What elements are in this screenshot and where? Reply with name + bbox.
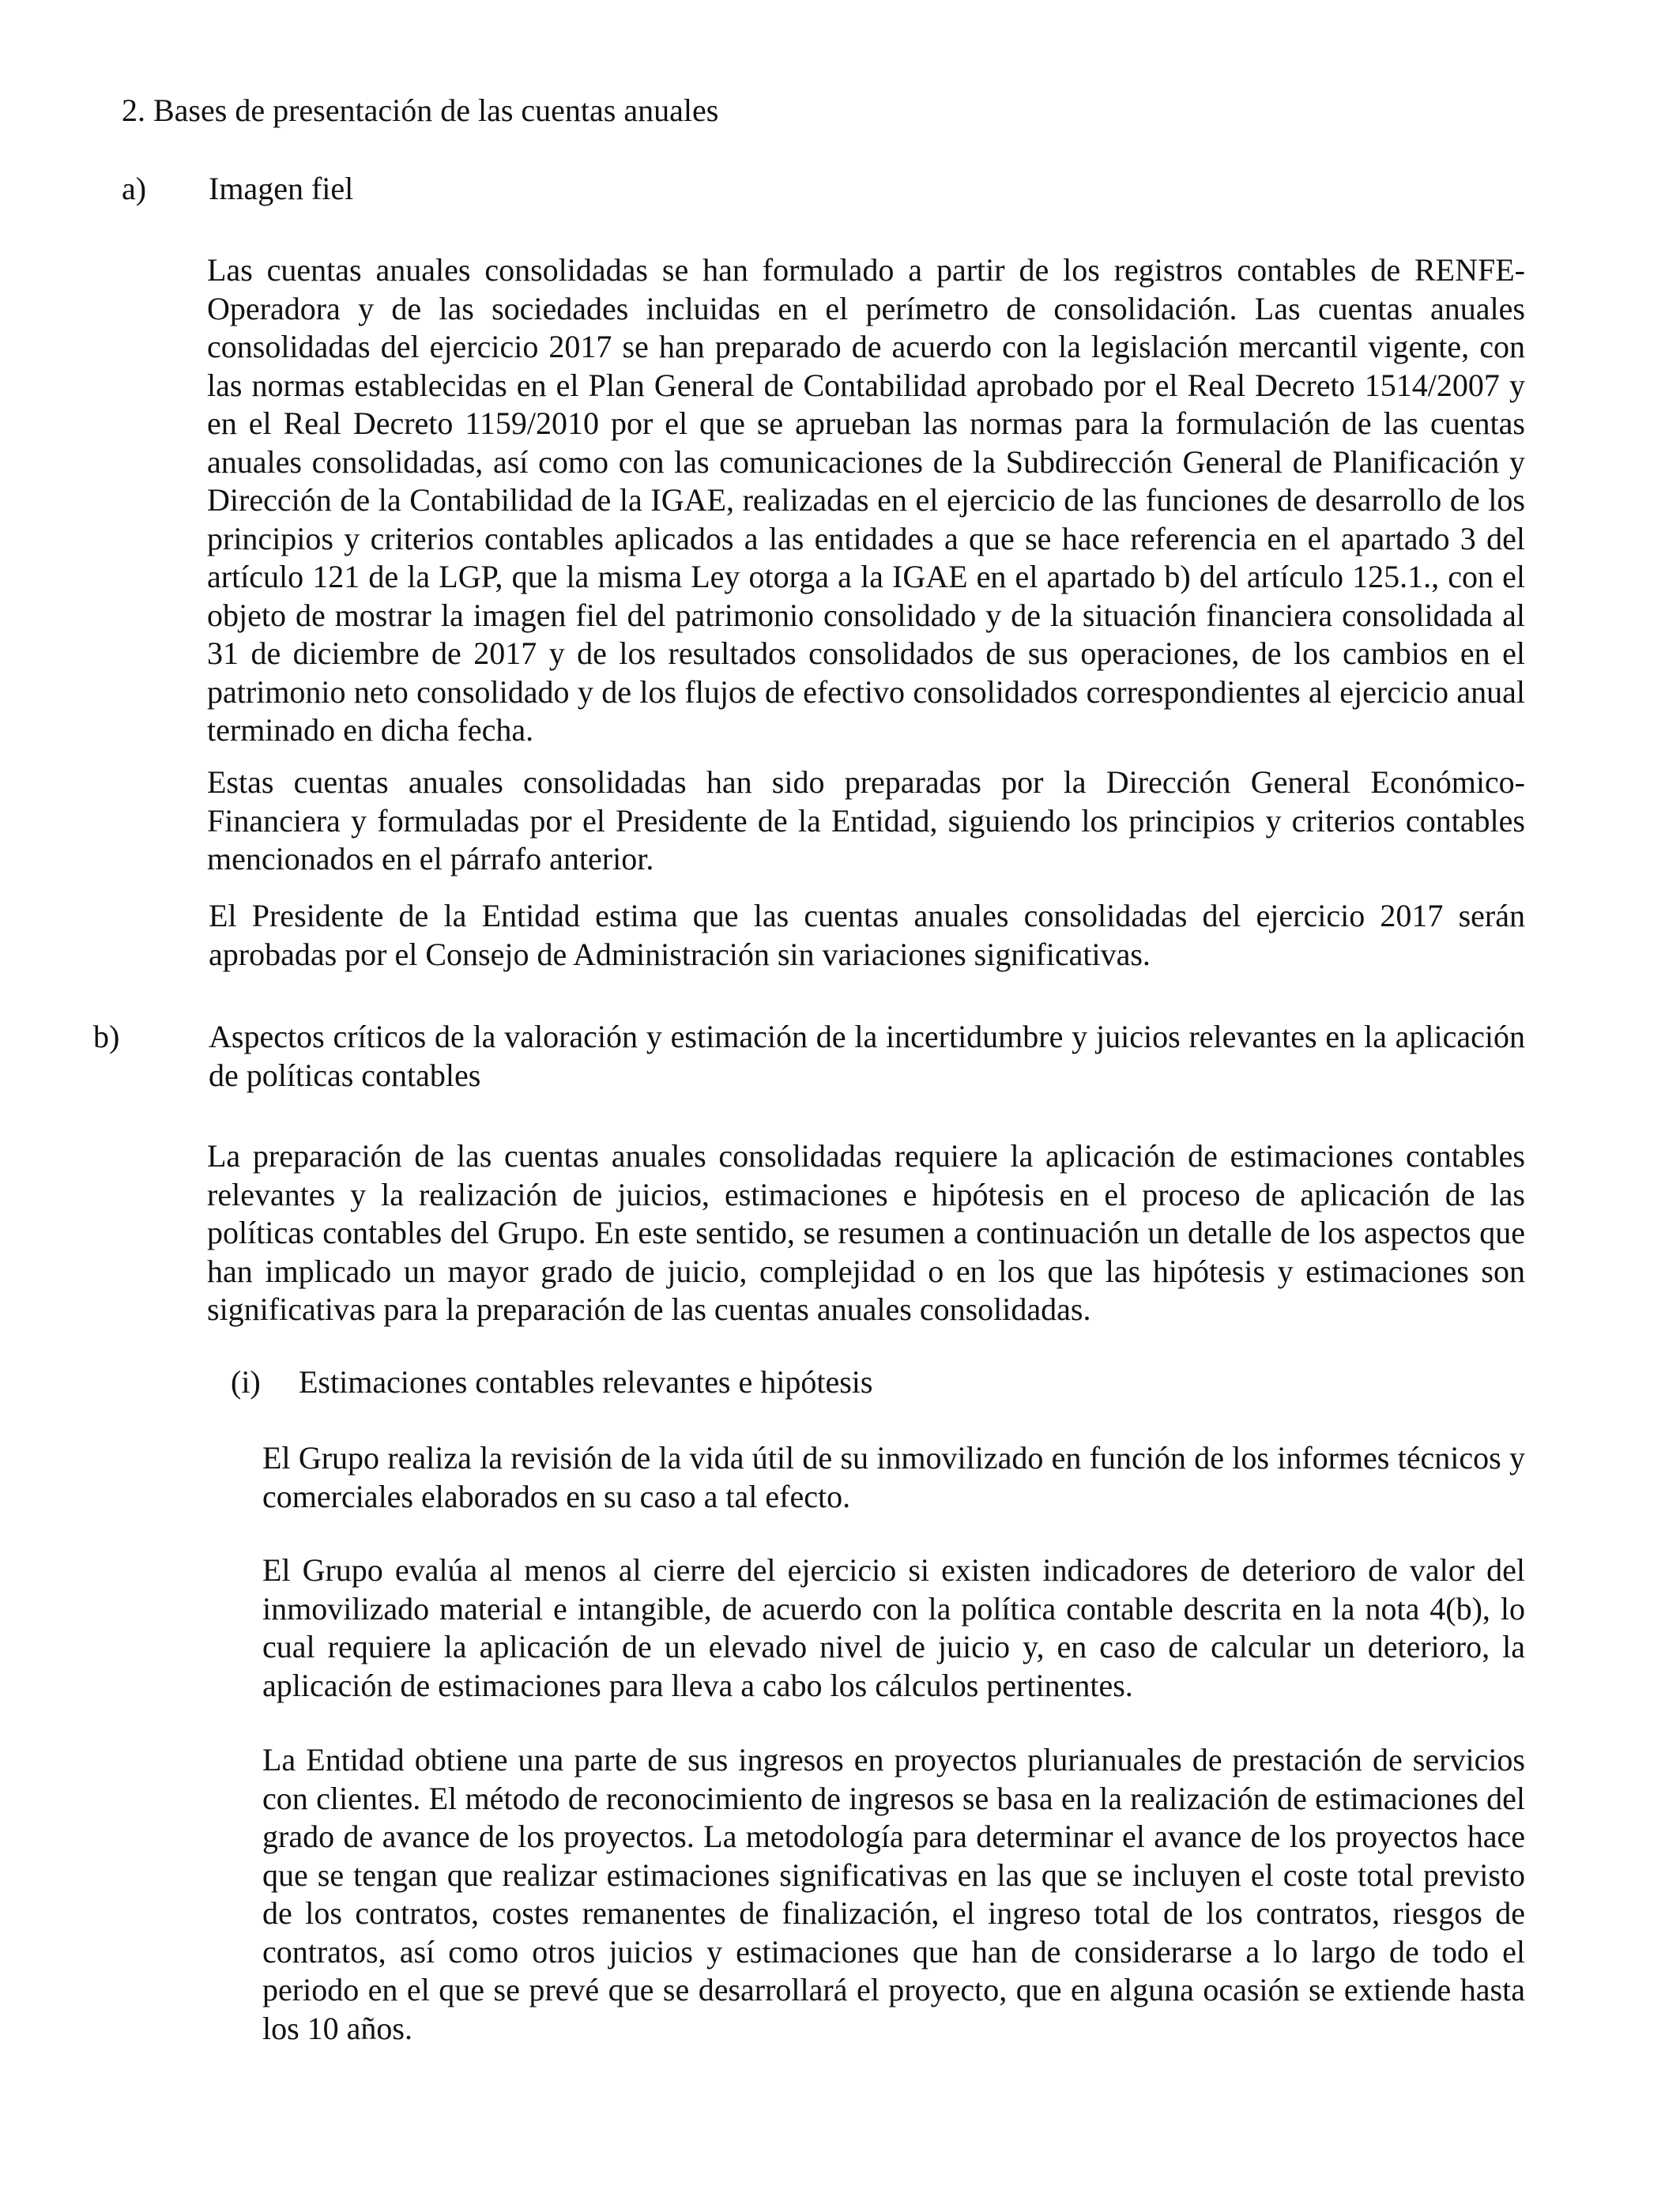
paragraph-deterioro: El Grupo evalúa al menos al cierre del ejercicio si existen indicadores de deterioro de valor del inmovilizado material e intangible, de acuerdo con la política contable descrita en la nota 4(b), lo cual requiere la aplicación de un elevado nivel de juicio y, en caso de calcular un deterioro, la aplicación de estimaciones para lleva a cabo los cálculos pertinentes. — [262, 1552, 1525, 1703]
section-title: 2. Bases de presentación de las cuentas anuales — [122, 92, 719, 128]
paragraph-aspectos-criticos: La preparación de las cuentas anuales consolidadas requiere la aplicación de estimaciones contables relevantes y la realización de juicios, estimaciones e hipótesis en el proceso de aplicación de las políticas contables del Grupo. En este sentido, se resumen a continuación un detalle de los aspectos que han implicado un mayor grado de juicio, complejidad o en los que las hipótesis y estimaciones son significativas para la preparación de las cuentas anuales consolidadas. — [207, 1138, 1525, 1327]
paragraph-imagen-fiel-1: Las cuentas anuales consolidadas se han formulado a partir de los registros contables de RENFE-Operadora y de las sociedades incluidas en el perímetro de consolidación. Las cuentas anuales consolidadas del ejercicio 2017 se han preparado de acuerdo con la legislación mercantil vigente, con las normas establecidas en el Plan General de Contabilidad aprobado por el Real Decreto 1514/2007 y en el Real Decreto 1159/2010 por el que se aprueban las normas para la formulación de las cuentas anuales consolidadas, así como con las comunicaciones de la Subdirección General de Planificación y Dirección de la Contabilidad de la IGAE, realizadas en el ejercicio de las funciones de desarrollo de los principios y criterios contables aplicados a las entidades a que se hace referencia en el apartado 3 del artículo 121 de la LGP, que la misma Ley otorga a la IGAE en el apartado b) del artículo 125.1., con el objeto de mostrar la imagen fiel del patrimonio consolidado y de la situación financiera consolidada al 31 de diciembre de 2017 y de los resultados consolidados de sus operaciones, de los cambios en el patrimonio neto consolidado y de los flujos de efectivo consolidados correspondientes al ejercicio anual terminado en dicha fecha. — [207, 252, 1525, 748]
subsection-b-heading: Aspectos críticos de la valoración y estimación de la incertidumbre y juicios relevantes en la aplicación de políticas contables — [209, 1019, 1525, 1093]
paragraph-imagen-fiel-3: El Presidente de la Entidad estima que las cuentas anuales consolidadas del ejercicio 2017 serán aprobadas por el Consejo de Administración sin variaciones significativas. — [209, 898, 1525, 972]
subsection-i-heading: Estimaciones contables relevantes e hipótesis — [299, 1364, 873, 1400]
subsection-i-marker: (i) — [231, 1364, 261, 1400]
subsection-a-heading: Imagen fiel — [209, 171, 354, 206]
subsection-b-marker: b) — [93, 1019, 120, 1054]
subsection-a-marker: a) — [122, 171, 147, 206]
paragraph-ingresos-proyectos: La Entidad obtiene una parte de sus ingresos en proyectos plurianuales de prestación de servicios con clientes. El método de reconocimiento de ingresos se basa en la realización de estimaciones del grado de avance de los proyectos. La metodología para determinar el avance de los proyectos hace que se tengan que realizar estimaciones significativas en las que se incluyen el coste total previsto de los contratos, costes remanentes de finalización, el ingreso total de los contratos, riesgos de contratos, así como otros juicios y estimaciones que han de considerarse a lo largo de todo el periodo en el que se prevé que se desarrollará el proyecto, que en alguna ocasión se extiende hasta los 10 años. — [262, 1742, 1525, 2046]
paragraph-imagen-fiel-2: Estas cuentas anuales consolidadas han sido preparadas por la Dirección General Económico-Financiera y formuladas por el Presidente de la Entidad, siguiendo los principios y criterios contables mencionados en el párrafo anterior. — [207, 764, 1525, 876]
paragraph-vida-util: El Grupo realiza la revisión de la vida útil de su inmovilizado en función de los informes técnicos y comerciales elaborados en su caso a tal efecto. — [262, 1440, 1525, 1514]
